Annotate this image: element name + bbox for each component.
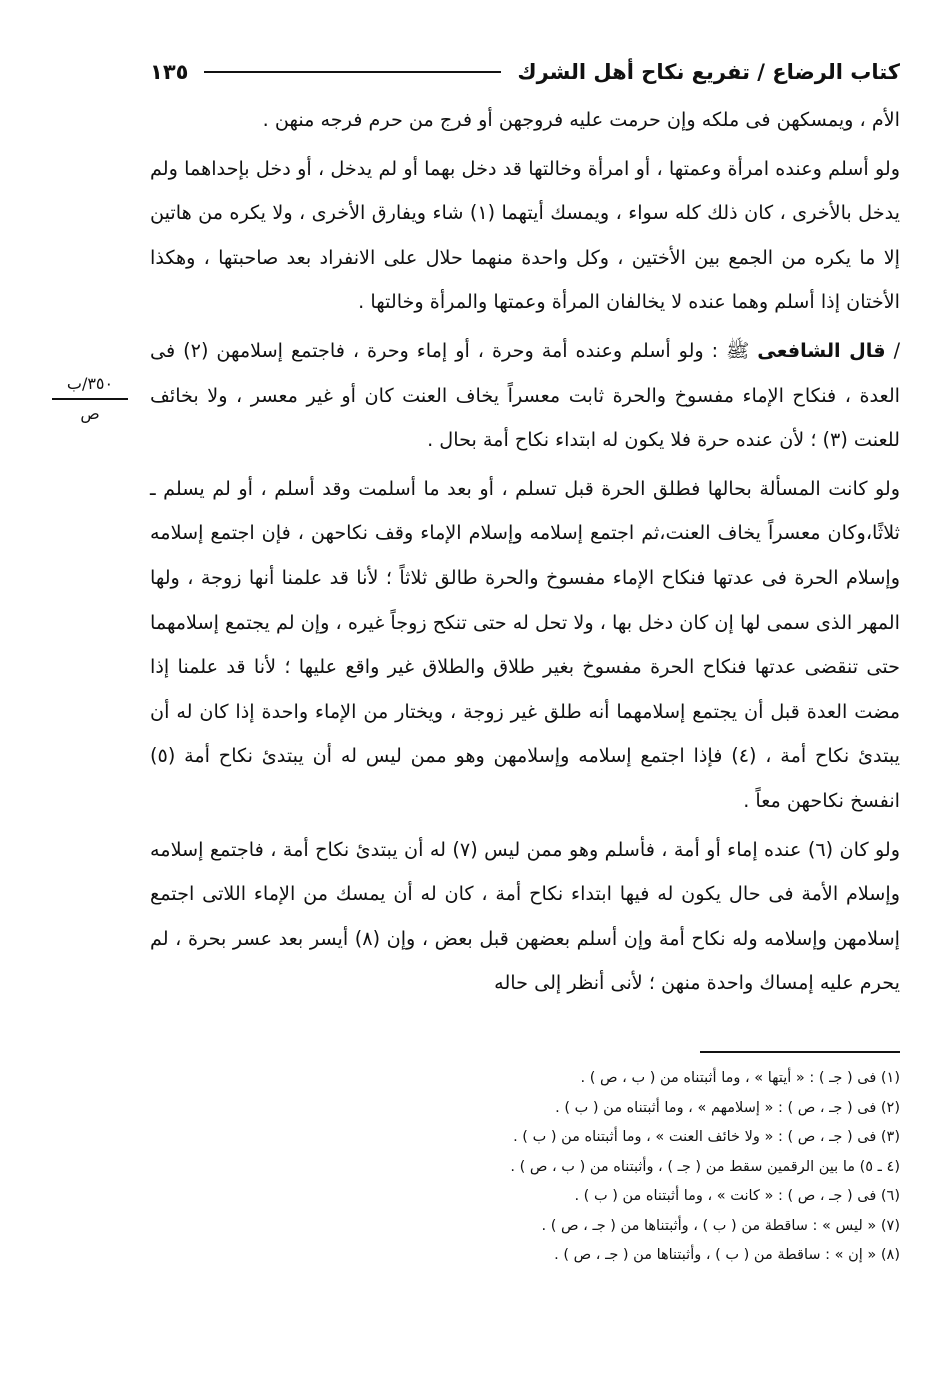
manuscript-siglum: ص <box>80 404 100 423</box>
footnote-2: (٢) فى ( جـ ، ص ) : « إسلامهم » ، وما أثبتناه من ( ب ) . <box>555 1099 900 1116</box>
footnote-7: (٧) « ليس » : ساقطة من ( ب ) ، وأثبتناها من ( جـ ، ص ) . <box>541 1217 900 1234</box>
folio-reference: ٣٥٠/ب <box>66 374 114 393</box>
paragraph-3 <box>150 329 900 463</box>
paragraph-2: ولو أسلم وعنده امرأة وعمتها ، أو امرأة وخالتها قد دخل بهما أو لم يدخل ، أو دخل بإحداهما ولم يدخل بالأخرى ، كان ذلك كله سواء ، ويمسك أيتهما (١) شاء ويفارق الأخرى ، ولا يكره من هاتين إلا ما يكره من الجمع بين الأختين ، وكل واحدة منهما حلال على الانفراد بعد صاحبتها ، وهكذا الأختان إذا أسلم وهما عنده لا يخالفان المرأة وعمتها والمرأة وخالتها . <box>150 156 900 314</box>
page-number: ١٣٥ <box>150 60 189 84</box>
footnote-6: (٦) فى ( جـ ، ص ) : « كانت » ، وما أثبتناه من ( ب ) . <box>574 1188 900 1204</box>
footnote-rule <box>700 1051 900 1053</box>
folio-divider <box>52 398 128 400</box>
footnote-4-5: (٤ ـ ٥) ما بين الرقمين سقط من ( جـ ) ، وأثبتناه من ( ب ، ص ) . <box>510 1158 900 1175</box>
honorific-ligature: ﷺ <box>726 338 750 362</box>
footnotes <box>300 1064 900 1271</box>
paragraph-5: ولو كان (٦) عنده إماء أو أمة ، فأسلم وهو ممن ليس (٧) له أن يبتدئ نكاح أمة ، فاجتمع إسلامه وإسلام الأمة فى حال يكون له فيها ابتداء نكاح أمة ، كان له أن يمسك من الإماء اللاتى اجتمع إسلامهن وإسلامه وله نكاح أمة وإن أسلم بعضهن قبل بعض ، وإن (٨) أيسر بعد عسر بحرة ، لم يحرم عليه إمساك واحدة منهن ؛ لأنى أنظر إلى حاله <box>150 837 901 995</box>
footnote-3: (٣) فى ( جـ ، ص ) : « ولا خائف العنت » ، وما أثبتناه من ( ب ) . <box>513 1129 900 1145</box>
folio-marker: / <box>893 338 901 362</box>
paragraph-1: الأم ، ويمسكهن فى ملكه وإن حرمت عليه فروجهن أو فرج من حرم فرجه منهن . <box>262 108 900 131</box>
main-text <box>150 98 900 1006</box>
header-rule <box>204 71 501 73</box>
footnote-1: (١) فى ( جـ ) : « أيتها » ، وما أثبتناه من ( ب ، ص ) . <box>580 1070 900 1086</box>
paragraph-3-body: : ولو أسلم وعنده أمة وحرة ، أو إماء وحرة ، فاجتمع إسلامهن (٢) فى العدة ، فنكاح الإماء مفسوخ والحرة ثابت معسراً يخاف العنت كان أو غير معسر ، ولا بخائف للعنت (٣) ؛ لأن عنده حرة فلا يكون له ابتداء نكاح أمة بحال . <box>150 338 900 452</box>
running-header <box>150 52 900 92</box>
speaker-name: قال الشافعى <box>757 338 886 362</box>
footnote-8: (٨) « إن » : ساقطة من ( ب ) ، وأثبتناها من ( جـ ، ص ) . <box>554 1247 900 1263</box>
chapter-title: كتاب الرضاع / تفريع نكاح أهل الشرك <box>517 60 900 84</box>
margin-folio-note <box>52 372 128 426</box>
paragraph-4: ولو كانت المسألة بحالها فطلق الحرة قبل تسلم ، أو بعد ما أسلمت وقد أسلم ، أو لم يسلم ـ ثلاثًا،وكان معسراً يخاف العنت،ثم اجتمع إسلامه وإسلام الإماء وقف نكاحهن ، فإن اجتمع إسلامه وإسلام الحرة فى عدتها فنكاح الإماء مفسوخ والحرة طالق ثلاثاً ؛ لأنا قد علمنا أنها زوجة ، ولها المهر الذى سمى لها إن كان دخل بها ، ولا تحل له حتى تنكح زوجاً غيره ، وإن لم يجتمع إسلامهما حتى تنقضى عدتها فنكاح الحرة مفسوخ بغير طلاق والطلاق غير واقع عليها ؛ لأنا قد علمنا إذا مضت العدة قبل أن يجتمع إسلامهما أنه طلق غير زوجة ، ويختار من الإماء واحدة إذا كان له أن يبتدئ نكاح أمة ، (٤) فإذا اجتمع إسلامه وإسلامهن وهو ممن ليس له أن يبتدئ نكاح أمة (٥) انفسخ نكاحهن معاً . <box>150 476 900 812</box>
